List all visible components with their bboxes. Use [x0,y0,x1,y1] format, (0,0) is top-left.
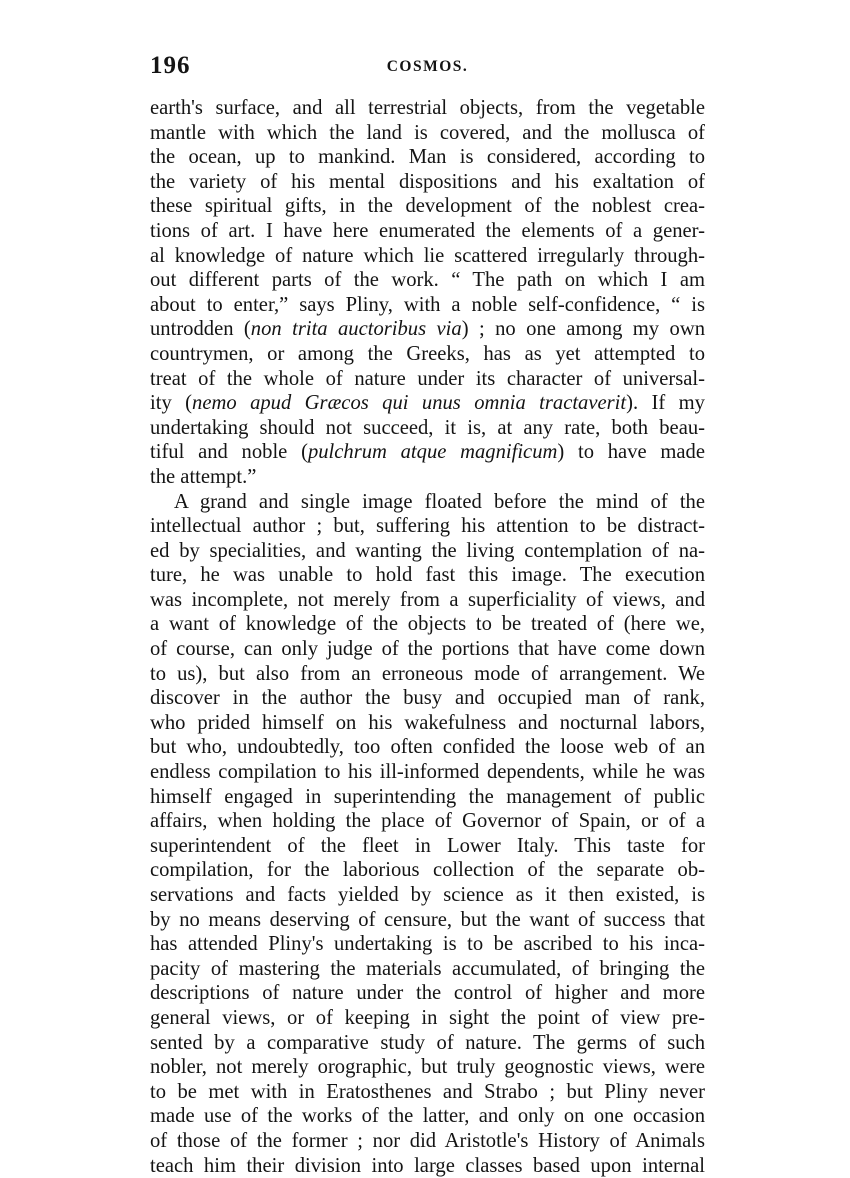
text-segment: of those of the former ; nor did Aristotle's History of Animals [150,1129,705,1152]
text-line [150,317,705,342]
text-line [150,563,705,588]
text-line [150,735,705,760]
text-segment: general views, or of keeping in sight the point of view pre- [150,1006,705,1029]
text-segment: affairs, when holding the place of Governor of Spain, or of a [150,810,705,833]
text-segment: but who, undoubtedly, too often confided the loose web of an [150,736,705,759]
text-segment: tions of art. I have here enumerated the elements of a gener- [150,219,705,242]
text-line [150,194,705,219]
text-segment: ity ( [150,392,193,415]
text-line [150,121,705,146]
text-segment: mantle with which the land is covered, and the mollusca of [150,121,705,144]
text-segment: tiful and noble ( [150,441,308,464]
page-header [150,52,705,86]
text-segment: was incomplete, not merely from a superficiality of views, and [150,588,705,611]
text-line [150,1104,705,1129]
text-segment: treat of the whole of nature under its character of universal- [150,367,705,390]
text-line [150,957,705,982]
text-segment: undertaking should not succeed, it is, at any rate, both beau- [150,416,705,439]
text-segment: nobler, not merely orographic, but truly geognostic views, were [150,1056,705,1079]
text-segment: to us), but also from an erroneous mode of arrangement. We [150,662,705,685]
text-line [150,588,705,613]
text-line [150,244,705,269]
text-line [150,293,705,318]
text-segment: the attempt.” [150,465,257,488]
text-line [150,1006,705,1031]
text-segment: discover in the author the busy and occupied man of rank, [150,687,705,710]
text-line [150,834,705,859]
text-line [150,440,705,465]
text-line [150,1080,705,1105]
text-line [150,490,705,515]
text-segment: teach him their division into large classes based upon internal [150,1154,705,1177]
text-line [150,711,705,736]
text-line [150,391,705,416]
text-segment: untrodden ( [150,318,251,341]
text-line [150,416,705,441]
body-text [150,96,705,1178]
text-segment: compilation, for the laborious collection of the separate ob- [150,859,705,882]
text-line [150,514,705,539]
text-line [150,612,705,637]
text-segment: the ocean, up to mankind. Man is considered, according to [150,146,705,169]
text-line [150,1154,705,1178]
text-segment: ed by specialities, and wanting the living contemplation of na- [150,539,705,562]
text-line [150,662,705,687]
text-line [150,1055,705,1080]
text-segment: descriptions of nature under the control of higher and more [150,982,705,1005]
text-segment: made use of the works of the latter, and only on one occasion [150,1105,705,1128]
text-segment: the variety of his mental dispositions and his exaltation of [150,170,705,193]
text-segment: about to enter,” says Pliny, with a noble self-confidence, “ is [150,293,705,316]
text-line [150,908,705,933]
text-segment: out different parts of the work. “ The path on which I am [150,269,705,292]
text-segment: to be met with in Eratosthenes and Strabo ; but Pliny never [150,1080,705,1103]
text-line [150,981,705,1006]
text-segment: intellectual author ; but, suffering his attention to be distract- [150,515,705,538]
text-segment: superintendent of the fleet in Lower Italy. This taste for [150,834,705,857]
text-line [150,932,705,957]
text-line [150,268,705,293]
text-segment: himself engaged in superintending the management of public [150,785,705,808]
text-line [150,170,705,195]
text-segment: A grand and single image floated before the mind of the [174,490,705,513]
text-line [150,342,705,367]
italic-phrase: non trita auctoribus via [250,318,462,341]
text-line [150,637,705,662]
text-line [150,858,705,883]
text-line [150,785,705,810]
text-segment: has attended Pliny's undertaking is to be ascribed to his inca- [150,933,705,956]
text-segment: endless compilation to his ill-informed dependents, while he was [150,761,705,784]
text-segment: who prided himself on his wakefulness and nocturnal labors, [150,711,705,734]
text-segment: ture, he was unable to hold fast this image. The execution [150,564,705,587]
italic-phrase: nemo apud Græcos qui unus omnia tractaverit [192,392,627,415]
text-segment: a want of knowledge of the objects to be treated of (here we, [150,613,705,636]
text-segment: these spiritual gifts, in the development of the noblest crea- [150,195,705,218]
text-segment: pacity of mastering the materials accumulated, of bringing the [150,957,705,980]
text-line [150,96,705,121]
text-line [150,686,705,711]
text-line [150,539,705,564]
text-line [150,809,705,834]
text-line [150,1031,705,1056]
text-segment: ). If my [626,392,705,415]
text-line [150,367,705,392]
text-line [150,883,705,908]
text-segment: earth's surface, and all terrestrial objects, from the vegetable [150,97,705,119]
text-line [150,465,705,490]
text-segment: by no means deserving of censure, but the want of success that [150,908,705,931]
text-segment: al knowledge of nature which lie scattered irregularly through- [150,244,705,267]
text-segment: servations and facts yielded by science as it then existed, is [150,884,705,906]
text-line [150,219,705,244]
text-segment: of course, can only judge of the portions that have come down [150,638,705,661]
text-line [150,145,705,170]
text-segment: countrymen, or among the Greeks, has as yet attempted to [150,342,705,365]
text-line [150,760,705,785]
italic-phrase: pulchrum atque magnificum [307,441,558,464]
running-head: COSMOS. [386,58,469,75]
text-segment: sented by a comparative study of nature. The germs of such [150,1031,705,1054]
page-number: 196 [150,52,191,79]
text-segment: ) ; no one among my own [461,318,705,341]
text-segment: ) to have made [557,441,705,464]
